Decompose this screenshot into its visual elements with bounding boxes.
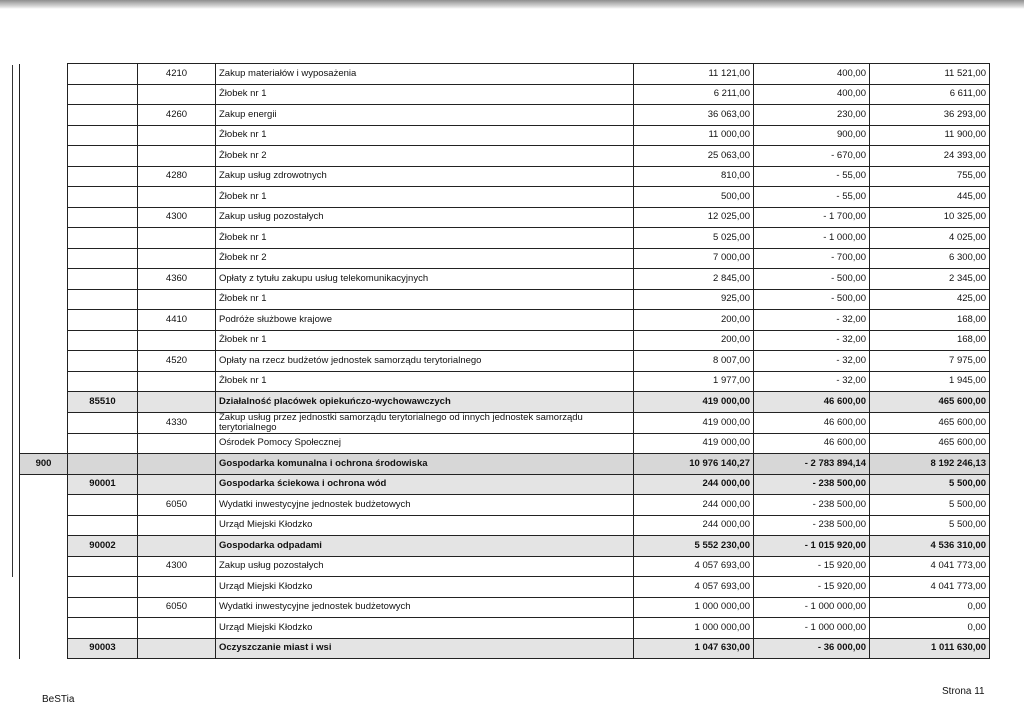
table-row (20, 248, 990, 269)
table-row (20, 474, 990, 495)
plan-cell: 4 057 693,00 (634, 577, 754, 598)
plan-cell: 12 025,00 (634, 207, 754, 228)
dzial-cell (20, 64, 68, 85)
budget-table (19, 63, 990, 659)
dzial-cell (20, 289, 68, 310)
dzial-cell (20, 474, 68, 495)
margin-line (12, 65, 13, 577)
plan-cell: 5 025,00 (634, 228, 754, 249)
plan-cell: 1 977,00 (634, 371, 754, 392)
change-cell: - 670,00 (754, 146, 870, 167)
paragraf-cell: 4410 (138, 310, 216, 331)
table-row (20, 207, 990, 228)
paragraf-cell (138, 330, 216, 351)
dzial-cell (20, 515, 68, 536)
paragraf-cell: 4330 (138, 412, 216, 433)
change-cell: - 15 920,00 (754, 556, 870, 577)
change-cell: - 238 500,00 (754, 515, 870, 536)
table-row (20, 536, 990, 557)
name-cell: Wydatki inwestycyjne jednostek budżetowych (216, 597, 634, 618)
plan-cell: 5 552 230,00 (634, 536, 754, 557)
plan-cell: 8 007,00 (634, 351, 754, 372)
name-cell: Żłobek nr 1 (216, 84, 634, 105)
rozdzial-cell (68, 454, 138, 475)
change-cell: - 32,00 (754, 351, 870, 372)
plan-cell: 200,00 (634, 310, 754, 331)
name-cell: Żłobek nr 1 (216, 228, 634, 249)
footer-system-name: BeSTia (42, 694, 75, 705)
paragraf-cell: 4300 (138, 556, 216, 577)
paragraf-cell: 6050 (138, 597, 216, 618)
after-change-cell: 425,00 (870, 289, 990, 310)
paragraf-cell (138, 515, 216, 536)
plan-cell: 6 211,00 (634, 84, 754, 105)
plan-cell: 1 000 000,00 (634, 618, 754, 639)
rozdzial-cell (68, 187, 138, 208)
change-cell: 46 600,00 (754, 412, 870, 433)
plan-cell: 11 000,00 (634, 125, 754, 146)
paragraf-cell: 6050 (138, 495, 216, 516)
table-row (20, 556, 990, 577)
dzial-cell (20, 556, 68, 577)
name-cell: Żłobek nr 2 (216, 146, 634, 167)
paragraf-cell (138, 474, 216, 495)
table-row (20, 289, 990, 310)
after-change-cell: 4 536 310,00 (870, 536, 990, 557)
change-cell: - 2 783 894,14 (754, 454, 870, 475)
dzial-cell (20, 412, 68, 433)
paragraf-cell (138, 392, 216, 413)
after-change-cell: 168,00 (870, 330, 990, 351)
change-cell: - 55,00 (754, 166, 870, 187)
dzial-cell (20, 433, 68, 454)
plan-cell: 419 000,00 (634, 392, 754, 413)
rozdzial-cell: 85510 (68, 392, 138, 413)
paragraf-cell (138, 248, 216, 269)
paragraf-cell (138, 187, 216, 208)
dzial-cell: 900 (20, 454, 68, 475)
table-row (20, 577, 990, 598)
after-change-cell: 755,00 (870, 166, 990, 187)
name-cell: Żłobek nr 1 (216, 371, 634, 392)
table-row (20, 618, 990, 639)
dzial-cell (20, 105, 68, 126)
plan-cell: 200,00 (634, 330, 754, 351)
after-change-cell: 10 325,00 (870, 207, 990, 228)
plan-cell: 2 845,00 (634, 269, 754, 290)
paragraf-cell (138, 433, 216, 454)
name-cell: Żłobek nr 1 (216, 125, 634, 146)
after-change-cell: 7 975,00 (870, 351, 990, 372)
dzial-cell (20, 125, 68, 146)
rozdzial-cell (68, 146, 138, 167)
dzial-cell (20, 310, 68, 331)
rozdzial-cell (68, 125, 138, 146)
rozdzial-cell (68, 248, 138, 269)
change-cell: - 238 500,00 (754, 474, 870, 495)
after-change-cell: 4 041 773,00 (870, 577, 990, 598)
plan-cell: 500,00 (634, 187, 754, 208)
plan-cell: 4 057 693,00 (634, 556, 754, 577)
after-change-cell: 0,00 (870, 618, 990, 639)
rozdzial-cell: 90003 (68, 638, 138, 659)
after-change-cell: 6 611,00 (870, 84, 990, 105)
change-cell: - 1 000 000,00 (754, 597, 870, 618)
table-row (20, 433, 990, 454)
name-cell: Żłobek nr 1 (216, 187, 634, 208)
rozdzial-cell (68, 310, 138, 331)
rozdzial-cell (68, 371, 138, 392)
table-row (20, 330, 990, 351)
paragraf-cell (138, 146, 216, 167)
change-cell: - 32,00 (754, 310, 870, 331)
after-change-cell: 11 900,00 (870, 125, 990, 146)
rozdzial-cell (68, 64, 138, 85)
rozdzial-cell (68, 166, 138, 187)
name-cell: Gospodarka ściekowa i ochrona wód (216, 474, 634, 495)
plan-cell: 419 000,00 (634, 412, 754, 433)
plan-cell: 244 000,00 (634, 474, 754, 495)
name-cell: Oczyszczanie miast i wsi (216, 638, 634, 659)
dzial-cell (20, 248, 68, 269)
paragraf-cell (138, 618, 216, 639)
change-cell: - 1 700,00 (754, 207, 870, 228)
dzial-cell (20, 638, 68, 659)
change-cell: 900,00 (754, 125, 870, 146)
table-row (20, 371, 990, 392)
dzial-cell (20, 146, 68, 167)
table-row (20, 125, 990, 146)
dzial-cell (20, 84, 68, 105)
dzial-cell (20, 371, 68, 392)
name-cell: Gospodarka odpadami (216, 536, 634, 557)
table-row (20, 84, 990, 105)
dzial-cell (20, 207, 68, 228)
plan-cell: 810,00 (634, 166, 754, 187)
paragraf-cell: 4280 (138, 166, 216, 187)
after-change-cell: 5 500,00 (870, 495, 990, 516)
rozdzial-cell (68, 556, 138, 577)
name-cell: Zakup energii (216, 105, 634, 126)
after-change-cell: 4 041 773,00 (870, 556, 990, 577)
change-cell: - 15 920,00 (754, 577, 870, 598)
change-cell: 400,00 (754, 84, 870, 105)
name-cell: Działalność placówek opiekuńczo-wychowawczych (216, 392, 634, 413)
name-cell: Żłobek nr 2 (216, 248, 634, 269)
name-cell: Zakup usług zdrowotnych (216, 166, 634, 187)
rozdzial-cell (68, 84, 138, 105)
plan-cell: 25 063,00 (634, 146, 754, 167)
change-cell: - 36 000,00 (754, 638, 870, 659)
name-cell: Żłobek nr 1 (216, 330, 634, 351)
name-cell: Urząd Miejski Kłodzko (216, 515, 634, 536)
after-change-cell: 36 293,00 (870, 105, 990, 126)
dzial-cell (20, 269, 68, 290)
change-cell: - 1 000,00 (754, 228, 870, 249)
rozdzial-cell: 90001 (68, 474, 138, 495)
dzial-cell (20, 597, 68, 618)
paragraf-cell (138, 454, 216, 475)
plan-cell: 36 063,00 (634, 105, 754, 126)
paragraf-cell: 4300 (138, 207, 216, 228)
rozdzial-cell (68, 577, 138, 598)
dzial-cell (20, 228, 68, 249)
name-cell: Urząd Miejski Kłodzko (216, 618, 634, 639)
paragraf-cell (138, 228, 216, 249)
paragraf-cell: 4210 (138, 64, 216, 85)
after-change-cell: 4 025,00 (870, 228, 990, 249)
plan-cell: 1 000 000,00 (634, 597, 754, 618)
plan-cell: 244 000,00 (634, 515, 754, 536)
scan-edge (0, 0, 1024, 9)
plan-cell: 244 000,00 (634, 495, 754, 516)
paragraf-cell: 4520 (138, 351, 216, 372)
name-cell: Urząd Miejski Kłodzko (216, 577, 634, 598)
change-cell: - 32,00 (754, 371, 870, 392)
rozdzial-cell (68, 515, 138, 536)
rozdzial-cell (68, 207, 138, 228)
after-change-cell: 1 945,00 (870, 371, 990, 392)
paragraf-cell (138, 84, 216, 105)
after-change-cell: 168,00 (870, 310, 990, 331)
table-row (20, 105, 990, 126)
footer-page-number: Strona 11 (942, 686, 985, 697)
paragraf-cell: 4360 (138, 269, 216, 290)
table-row (20, 392, 990, 413)
table-row (20, 597, 990, 618)
dzial-cell (20, 577, 68, 598)
after-change-cell: 465 600,00 (870, 433, 990, 454)
change-cell: 46 600,00 (754, 392, 870, 413)
after-change-cell: 6 300,00 (870, 248, 990, 269)
dzial-cell (20, 330, 68, 351)
name-cell: Ośrodek Pomocy Społecznej (216, 433, 634, 454)
change-cell: - 238 500,00 (754, 495, 870, 516)
paragraf-cell: 4260 (138, 105, 216, 126)
plan-cell: 925,00 (634, 289, 754, 310)
table-row (20, 351, 990, 372)
name-cell: Podróże służbowe krajowe (216, 310, 634, 331)
table-row (20, 412, 990, 433)
name-cell: Zakup materiałów i wyposażenia (216, 64, 634, 85)
change-cell: - 1 015 920,00 (754, 536, 870, 557)
after-change-cell: 8 192 246,13 (870, 454, 990, 475)
rozdzial-cell (68, 105, 138, 126)
change-cell: 46 600,00 (754, 433, 870, 454)
change-cell: - 700,00 (754, 248, 870, 269)
table-row (20, 187, 990, 208)
after-change-cell: 11 521,00 (870, 64, 990, 85)
name-cell: Wydatki inwestycyjne jednostek budżetowych (216, 495, 634, 516)
rozdzial-cell: 90002 (68, 536, 138, 557)
name-cell: Gospodarka komunalna i ochrona środowiska (216, 454, 634, 475)
table-row (20, 166, 990, 187)
table-body (20, 64, 990, 659)
after-change-cell: 0,00 (870, 597, 990, 618)
after-change-cell: 445,00 (870, 187, 990, 208)
rozdzial-cell (68, 269, 138, 290)
after-change-cell: 2 345,00 (870, 269, 990, 290)
dzial-cell (20, 392, 68, 413)
table-row (20, 64, 990, 85)
plan-cell: 1 047 630,00 (634, 638, 754, 659)
dzial-cell (20, 166, 68, 187)
after-change-cell: 1 011 630,00 (870, 638, 990, 659)
plan-cell: 10 976 140,27 (634, 454, 754, 475)
change-cell: - 1 000 000,00 (754, 618, 870, 639)
dzial-cell (20, 618, 68, 639)
rozdzial-cell (68, 618, 138, 639)
table-row (20, 310, 990, 331)
plan-cell: 7 000,00 (634, 248, 754, 269)
rozdzial-cell (68, 330, 138, 351)
paragraf-cell (138, 536, 216, 557)
table-row (20, 495, 990, 516)
table-row (20, 228, 990, 249)
name-cell: Zakup usług pozostałych (216, 207, 634, 228)
name-cell: Żłobek nr 1 (216, 289, 634, 310)
rozdzial-cell (68, 289, 138, 310)
rozdzial-cell (68, 228, 138, 249)
rozdzial-cell (68, 351, 138, 372)
change-cell: 400,00 (754, 64, 870, 85)
plan-cell: 11 121,00 (634, 64, 754, 85)
rozdzial-cell (68, 597, 138, 618)
table-row (20, 638, 990, 659)
after-change-cell: 24 393,00 (870, 146, 990, 167)
name-cell: Opłaty z tytułu zakupu usług telekomunikacyjnych (216, 269, 634, 290)
after-change-cell: 5 500,00 (870, 474, 990, 495)
name-cell: Zakup usług pozostałych (216, 556, 634, 577)
dzial-cell (20, 536, 68, 557)
change-cell: 230,00 (754, 105, 870, 126)
rozdzial-cell (68, 495, 138, 516)
change-cell: - 500,00 (754, 269, 870, 290)
table-row (20, 146, 990, 167)
rozdzial-cell (68, 433, 138, 454)
name-cell: Zakup usług przez jednostki samorządu terytorialnego od innych jednostek samorządu terytorialnego (216, 412, 634, 433)
name-cell: Opłaty na rzecz budżetów jednostek samorządu terytorialnego (216, 351, 634, 372)
after-change-cell: 5 500,00 (870, 515, 990, 536)
change-cell: - 32,00 (754, 330, 870, 351)
after-change-cell: 465 600,00 (870, 412, 990, 433)
paragraf-cell (138, 577, 216, 598)
change-cell: - 500,00 (754, 289, 870, 310)
change-cell: - 55,00 (754, 187, 870, 208)
dzial-cell (20, 351, 68, 372)
plan-cell: 419 000,00 (634, 433, 754, 454)
paragraf-cell (138, 371, 216, 392)
paragraf-cell (138, 289, 216, 310)
paragraf-cell (138, 638, 216, 659)
table-row (20, 269, 990, 290)
after-change-cell: 465 600,00 (870, 392, 990, 413)
paragraf-cell (138, 125, 216, 146)
dzial-cell (20, 187, 68, 208)
dzial-cell (20, 495, 68, 516)
table-row (20, 454, 990, 475)
table-row (20, 515, 990, 536)
rozdzial-cell (68, 412, 138, 433)
